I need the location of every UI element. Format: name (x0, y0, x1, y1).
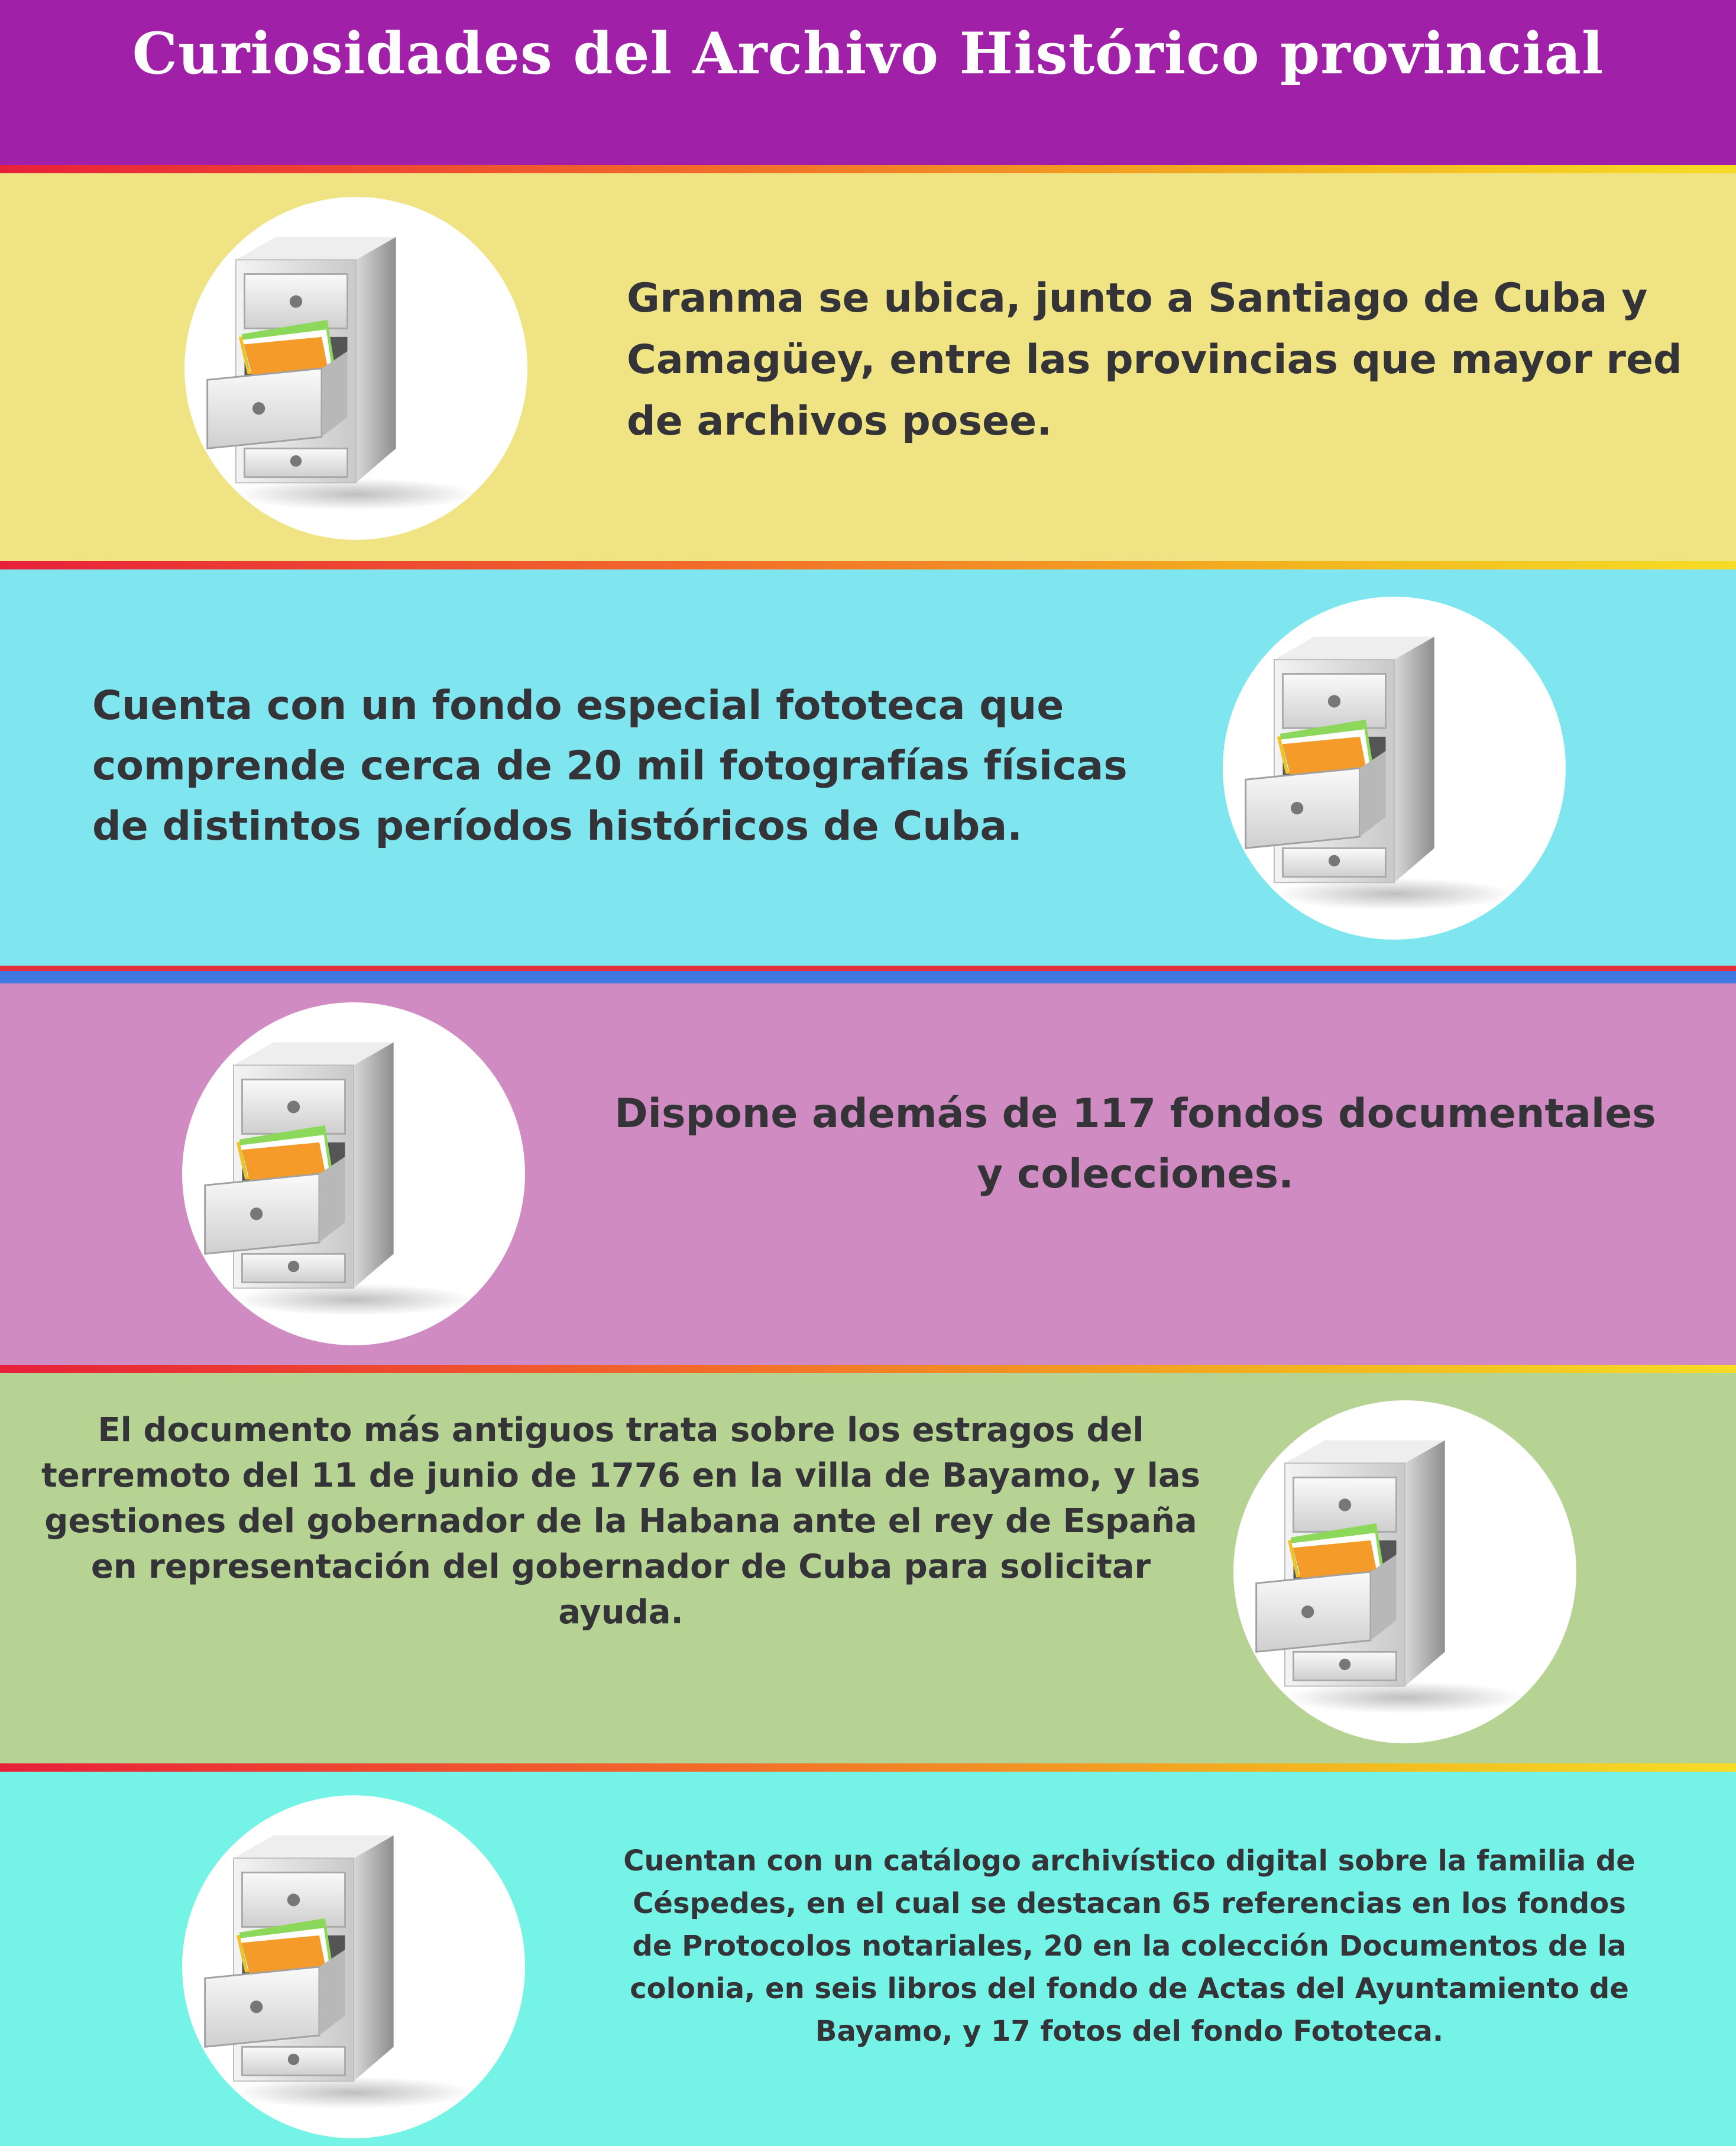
fact-text-2: Cuenta con un fondo especial fototeca que comprende cerca de 20 mil fotografías físicas de distintos períodos históricos de Cuba. (92, 682, 1128, 850)
fact-band-2 (0, 569, 1736, 966)
fact-band-1 (0, 173, 1736, 561)
filing-cabinet-icon (1233, 1400, 1576, 1743)
fact-text-4: El documento más antiguos trata sobre los estragos del terremoto del 11 de junio de 1776 en la villa de Bayamo, y las gestiones del gobernador de la Habana ante el rey de España en representación del gobernador de Cuba para solicitar ayuda. (41, 1411, 1200, 1632)
divider (0, 165, 1736, 173)
filing-cabinet-icon (1223, 597, 1566, 940)
fact-text-3: Dispone además de 117 fondos documentales y colecciones. (614, 1090, 1656, 1197)
fact-text-1: Granma se ubica, junto a Santiago de Cuba y Camagüey, entre las provincias que mayor red de archivos posee. (627, 275, 1682, 445)
divider (0, 1763, 1736, 1772)
divider (0, 966, 1736, 983)
fact-band-3 (0, 983, 1736, 1365)
fact-band-4 (0, 1373, 1736, 1763)
filing-cabinet-icon (182, 1002, 525, 1345)
fact-band-5 (0, 1772, 1736, 2146)
filing-cabinet-icon (182, 1795, 525, 2138)
page-title: Curiosidades del Archivo Histórico provincial (132, 20, 1604, 87)
fact-text-5: Cuentan con un catálogo archivístico digital sobre la familia de Céspedes, en el cual se destacan 65 referencias en los fondos de Protocolos notariales, 20 en la colección Documentos de la colonia, en seis libros del fondo de Actas del Ayuntamiento de Bayamo, y 17 fotos del fondo Fototeca. (623, 1844, 1635, 2048)
divider (0, 1365, 1736, 1373)
filing-cabinet-icon (184, 197, 527, 540)
divider (0, 561, 1736, 569)
header-banner (0, 0, 1736, 165)
